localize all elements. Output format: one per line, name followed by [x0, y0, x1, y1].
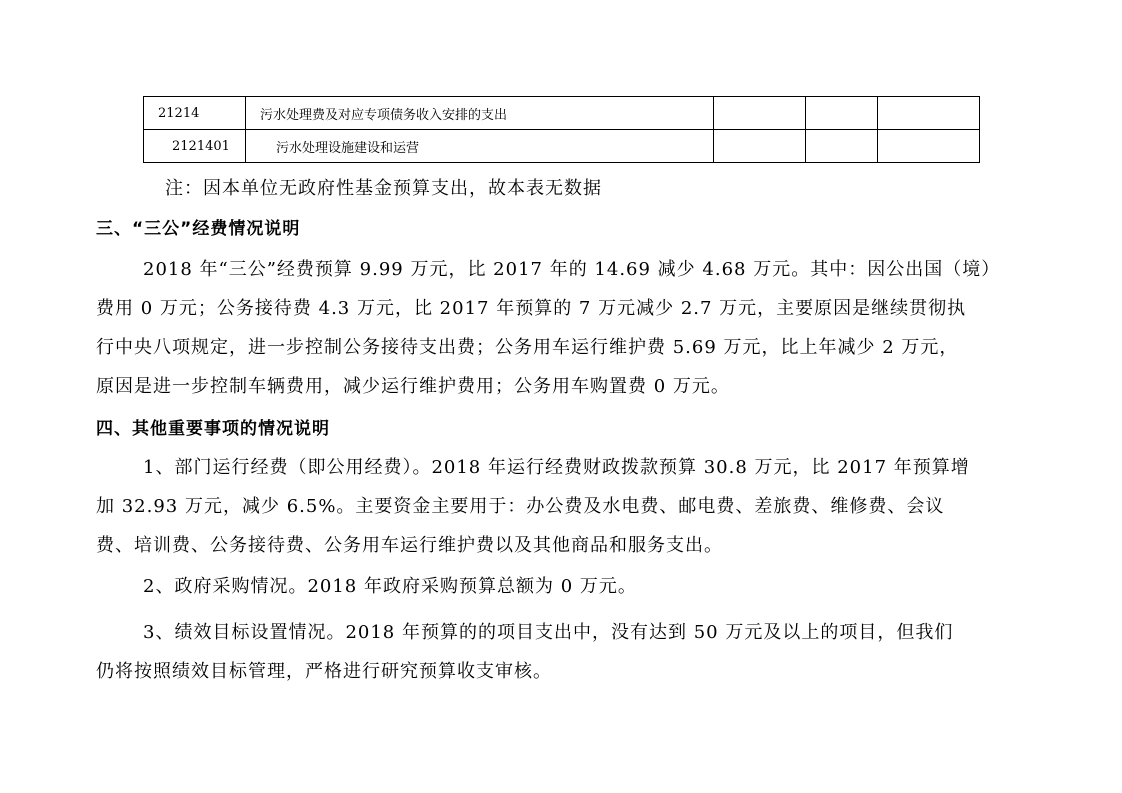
- amount-cell: [714, 130, 806, 163]
- section-heading-three-public-expenses: 三、“三公”经费情况说明: [96, 219, 301, 239]
- fund-expenditure-table: [143, 96, 980, 163]
- paragraph-line: 行中央八项规定，进一步控制公务接待支出费；公务用车运行维护费 5.69 万元，比上年减少 2 万元，: [96, 337, 959, 358]
- table-note: 注：因本单位无政府性基金预算支出，故本表无数据: [165, 178, 602, 199]
- paragraph-line: 费用 0 万元；公务接待费 4.3 万元，比 2017 年预算的 7 万元减少 2.7 万元，主要原因是继续贯彻执: [96, 298, 967, 319]
- paragraph-line: 原因是进一步控制车辆费用，减少运行维护费用；公务用车购置费 0 万元。: [96, 376, 730, 397]
- amount-cell: [806, 130, 878, 163]
- subject-name-cell: 污水处理设施建设和运营: [246, 130, 714, 163]
- amount-cell: [714, 97, 806, 130]
- table-row: [144, 130, 980, 163]
- subject-name-cell: 污水处理费及对应专项债务收入安排的支出: [246, 97, 714, 130]
- paragraph-line: 费、培训费、公务接待费、公务用车运行维护费以及其他商品和服务支出。: [96, 535, 723, 556]
- amount-cell: [878, 97, 980, 130]
- subject-code-cell: 2121401: [144, 130, 246, 163]
- paragraph-line: 加 32.93 万元，减少 6.5%。主要资金主要用于：办公费及水电费、邮电费、差旅费、维修费、会议: [96, 496, 945, 517]
- paragraph-line: 2、政府采购情况。2018 年政府采购预算总额为 0 万元。: [143, 576, 637, 597]
- paragraph-line: 2018 年“三公”经费预算 9.99 万元，比 2017 年的 14.69 减少 4.68 万元。其中：因公出国（境）: [143, 259, 1001, 280]
- amount-cell: [806, 97, 878, 130]
- paragraph-line: 3、绩效目标设置情况。2018 年预算的的项目支出中，没有达到 50 万元及以上的项目，但我们: [143, 622, 954, 643]
- subject-code-cell: 21214: [144, 97, 246, 130]
- amount-cell: [878, 130, 980, 163]
- section-heading-other-matters: 四、其他重要事项的情况说明: [96, 419, 330, 439]
- paragraph-line: 仍将按照绩效目标管理，严格进行研究预算收支审核。: [96, 661, 552, 682]
- table-row: [144, 97, 980, 130]
- paragraph-line: 1、部门运行经费（即公用经费）。2018 年运行经费财政拨款预算 30.8 万元，比 2017 年预算增: [143, 457, 970, 478]
